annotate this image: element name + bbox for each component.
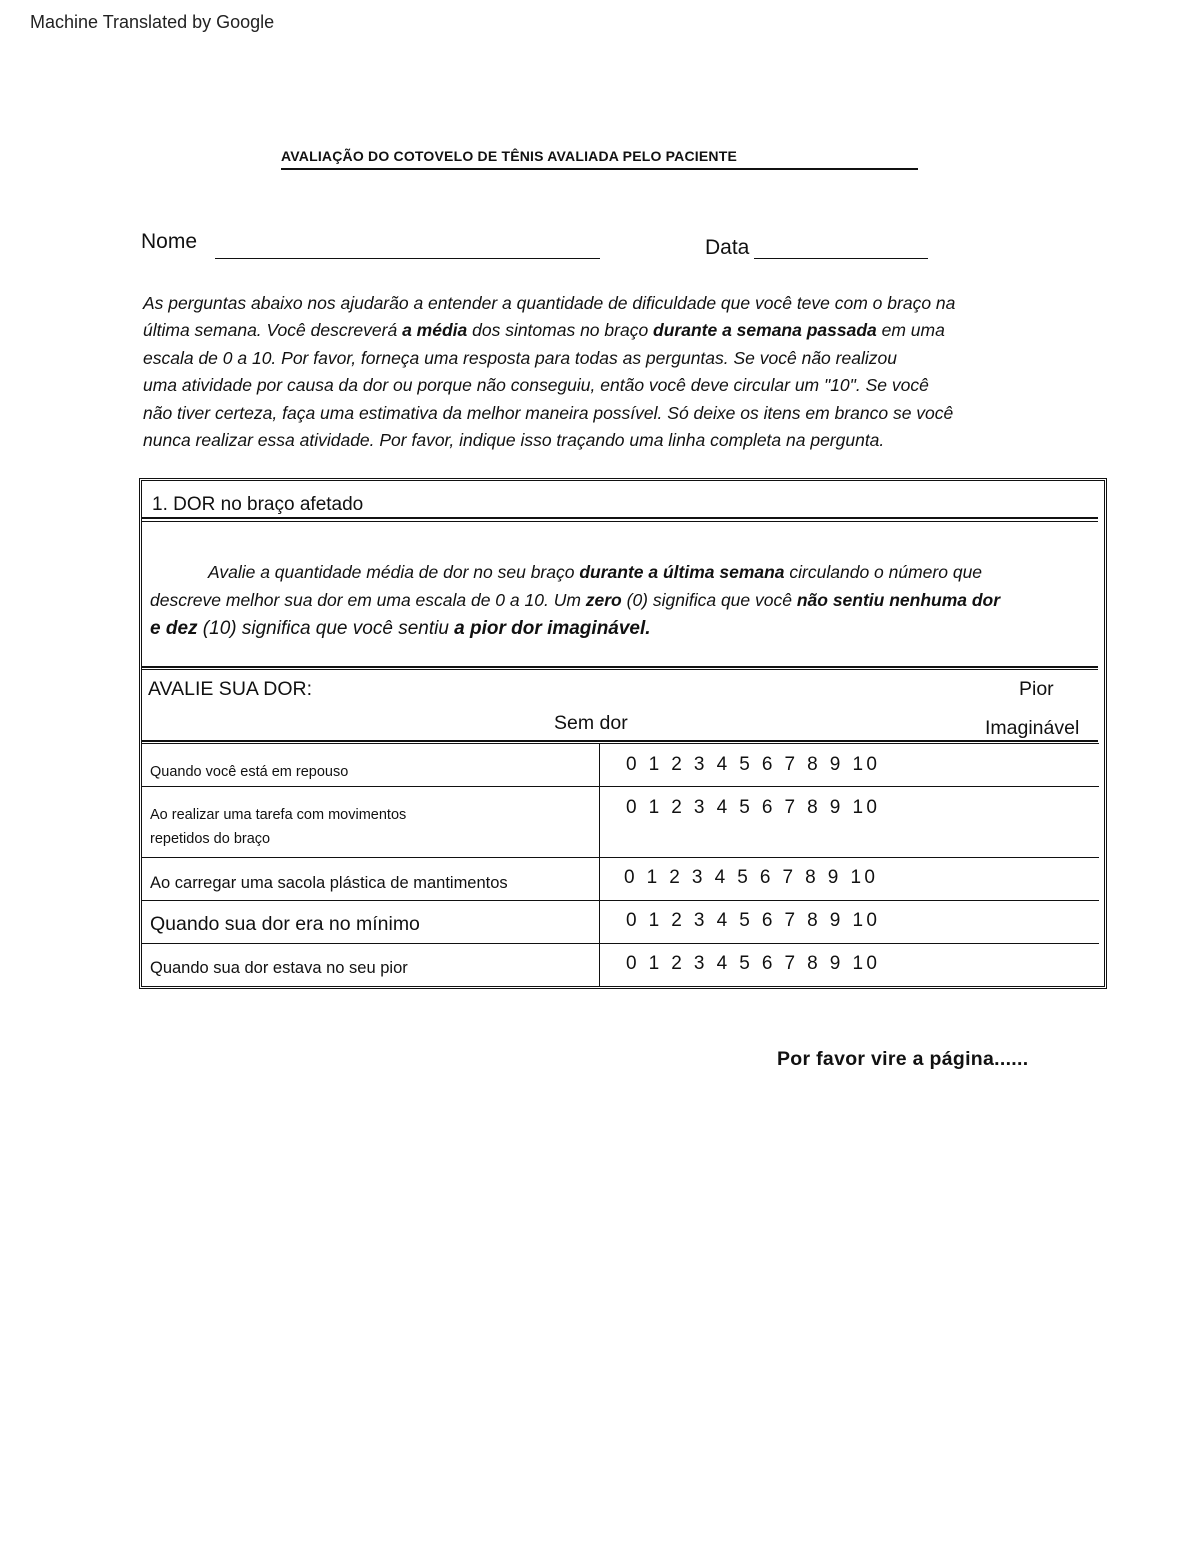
table-row	[142, 744, 1099, 787]
section-heading	[142, 483, 1098, 519]
intro-line: nunca realizar essa atividade. Por favor, indique isso traçando uma linha completa na pergunta.	[143, 430, 885, 451]
scale-cell[interactable]	[600, 901, 1099, 943]
machine-translation-notice: Machine Translated by Google	[30, 12, 275, 32]
question-cell	[142, 944, 600, 986]
rate-label: AVALIE SUA DOR:	[148, 678, 312, 700]
turn-page-note: Por favor vire a página......	[777, 1048, 1029, 1070]
question-cell	[142, 858, 600, 900]
instr-text: Avalie a quantidade média de dor no seu braço	[208, 562, 580, 582]
name-label: Nome	[141, 230, 198, 253]
table-row	[142, 901, 1099, 944]
table-row	[142, 944, 1099, 986]
intro-line: uma atividade por causa da dor ou porque não conseguiu, então você deve circular um "10". Se você	[143, 375, 929, 396]
rating-header	[142, 669, 1098, 742]
instr-emphasis: a pior dor imaginável.	[454, 618, 651, 639]
scale-cell[interactable]	[600, 944, 1099, 986]
question-text: Ao carregar uma sacola plástica de mantimentos	[150, 874, 508, 892]
intro-text: em uma	[876, 320, 945, 341]
instr-emphasis: durante a última semana	[579, 562, 785, 582]
question-cell	[142, 744, 600, 786]
pain-scale-0-10[interactable]: 0 1 2 3 4 5 6 7 8 9 10	[626, 797, 881, 818]
form-title: AVALIAÇÃO DO COTOVELO DE TÊNIS AVALIADA PELO PACIENTE	[281, 148, 918, 170]
section-heading-text: 1. DOR no braço afetado	[152, 494, 364, 515]
scale-cell[interactable]	[600, 787, 1099, 857]
question-text: Quando sua dor estava no seu pior	[150, 959, 408, 977]
question-text: Quando você está em repouso	[150, 764, 349, 780]
instr-emphasis: e dez	[150, 618, 198, 639]
date-label: Data	[705, 236, 750, 259]
scale-cell[interactable]	[600, 858, 1099, 900]
question-line: repetidos do braço	[150, 831, 271, 847]
instr-emphasis: não sentiu nenhuma dor	[796, 590, 1001, 610]
question-line: Ao realizar uma tarefa com movimentos	[150, 807, 407, 823]
intro-text: última semana. Você descreverá	[143, 320, 403, 341]
intro-paragraph	[143, 290, 1073, 454]
question-text	[150, 803, 406, 851]
high-anchor-label-2: Imaginável	[985, 717, 1080, 739]
intro-line: As perguntas abaixo nos ajudarão a entender a quantidade de dificuldade que você teve com o braço na	[143, 293, 956, 313]
pain-scale-0-10[interactable]: 0 1 2 3 4 5 6 7 8 9 10	[626, 910, 881, 931]
instr-emphasis: zero	[585, 590, 622, 610]
low-anchor-label: Sem dor	[554, 712, 628, 734]
intro-emphasis: durante a semana passada	[653, 320, 877, 341]
name-field-line[interactable]	[215, 258, 600, 259]
intro-text: dos sintomas no braço	[467, 320, 654, 341]
scale-cell[interactable]	[600, 744, 1099, 786]
rating-table	[142, 743, 1099, 986]
section-instructions	[142, 521, 1098, 668]
instr-text: descreve melhor sua dor em uma escala de 0 a 10. Um	[150, 590, 586, 610]
question-text: Quando sua dor era no mínimo	[150, 913, 420, 935]
table-row	[142, 787, 1099, 858]
instr-text: (0) significa que você	[621, 590, 797, 610]
pain-scale-0-10[interactable]: 0 1 2 3 4 5 6 7 8 9 10	[624, 867, 879, 888]
instr-text: (10) significa que você sentiu	[197, 618, 455, 639]
intro-line: não tiver certeza, faça uma estimativa da melhor maneira possível. Só deixe os itens em branco se você	[143, 402, 954, 423]
pain-scale-0-10[interactable]: 0 1 2 3 4 5 6 7 8 9 10	[626, 953, 881, 974]
high-anchor-label-1: Pior	[1019, 678, 1054, 700]
instr-text: circulando o número que	[784, 562, 983, 582]
pain-scale-0-10[interactable]: 0 1 2 3 4 5 6 7 8 9 10	[626, 754, 881, 775]
question-cell	[142, 901, 600, 943]
question-cell	[142, 787, 600, 857]
table-row	[142, 858, 1099, 901]
intro-line: escala de 0 a 10. Por favor, forneça uma resposta para todas as perguntas. Se você não realizou	[143, 347, 897, 368]
intro-emphasis: a média	[402, 320, 468, 341]
date-field-line[interactable]	[754, 258, 928, 259]
